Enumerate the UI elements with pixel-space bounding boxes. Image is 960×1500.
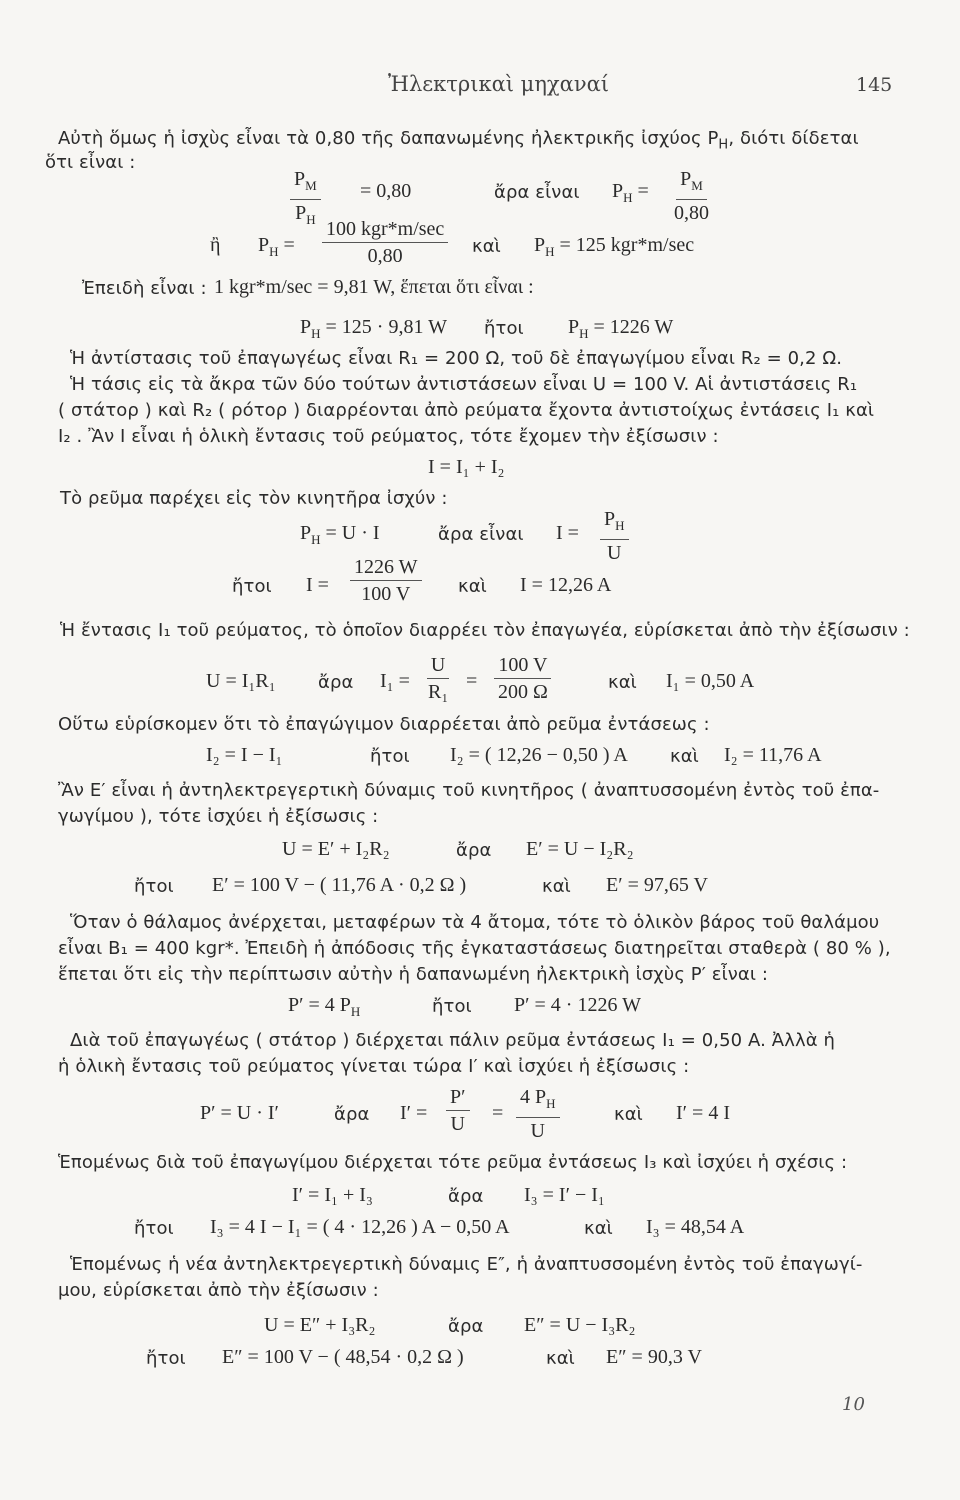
equation: U = E″ + I₃R₂	[264, 1314, 376, 1336]
paragraph-line: Ἡ ἔντασις I₁ τοῦ ρεύματος, τὸ ὁποῖον διαρρέει τὸν ἐπαγωγέα, εὑρίσκεται ἀπὸ τὴν ἐξίσωσιν :	[60, 620, 910, 641]
equation: P′ = 4 $P_H$	[288, 994, 361, 1019]
page-number: 145	[856, 74, 893, 96]
equation: P′ = 4 · 1226 W	[514, 994, 641, 1016]
equation-word: ἤτοι	[134, 876, 174, 897]
equation: E′ = 100 V − ( 11,76 A · 0,2 Ω )	[212, 874, 467, 896]
paragraph-line: I₂ . Ἂν I εἶναι ἡ ὁλικὴ ἔντασις τοῦ ρεύματος, τότε ἔχομεν τὴν ἐξίσωσιν :	[58, 426, 719, 447]
equation: I = 12,26 A	[520, 574, 612, 596]
equation: I₁ = 0,50 A	[666, 670, 755, 692]
equation: I₃ = 48,54 A	[646, 1216, 745, 1238]
equation: $P_H = 1226$ W	[568, 316, 674, 341]
paragraph-line: ἕπεται ὅτι εἰς τὴν περίπτωσιν αὐτὴν ἡ δαπανωμένη ἠλεκτρικὴ ἰσχὺς P′ εἶναι :	[58, 964, 769, 985]
equation: = 0,80	[360, 180, 412, 202]
equation-word: καὶ	[472, 236, 501, 257]
equation: I₃ = 4 I − I₁ = ( 4 · 12,26 ) A − 0,50 A	[210, 1216, 510, 1238]
equation-word: ἤτοι	[134, 1218, 174, 1239]
equation: $P_H$ =	[258, 234, 295, 259]
paragraph-line: ( στάτορ ) καὶ R₂ ( ρότορ ) διαρρέονται ἀπὸ ρεύματα ἔχοντα ἀντιστοίχως ἐντάσεις I₁ καὶ	[58, 400, 875, 421]
equation: E″ = 100 V − ( 48,54 · 0,2 Ω )	[222, 1346, 464, 1368]
running-title: Ἠλεκτρικαὶ μηχαναί	[388, 72, 610, 96]
paragraph-line: Οὕτω εὑρίσκομεν ὅτι τὸ ἐπαγώγιμον διαρρέεται ἀπὸ ρεῦμα ἐντάσεως :	[58, 714, 710, 735]
equation-word: καὶ	[614, 1104, 643, 1125]
equation: =	[492, 1102, 504, 1124]
equation: I₂ = ( 12,26 − 0,50 ) A	[450, 744, 628, 766]
signature-mark: 10	[842, 1394, 865, 1415]
equation-word: ἤτοι	[484, 318, 524, 339]
equation: P′ = U · I′	[200, 1102, 279, 1124]
equation: $P_H = 125$ kgr*m/sec	[534, 234, 695, 259]
equation-word: ἄρα	[448, 1186, 484, 1207]
equation: I₂ = 11,76 A	[724, 744, 822, 766]
paragraph-line: ἡ ὁλικὴ ἔντασις τοῦ ρεύματος γίνεται τώρα I′ καὶ ἰσχύει ἡ ἐξίσωσις :	[58, 1056, 690, 1077]
equation: I′ = 4 I	[676, 1102, 730, 1124]
equation: I =	[556, 522, 579, 544]
equation: 1 kgr*m/sec = 9,81 W, ἕπεται ὅτι εἶναι :	[214, 276, 534, 298]
equation-word: ἤτοι	[432, 996, 472, 1017]
paragraph-line: Διὰ τοῦ ἐπαγωγέως ( στάτορ ) διέρχεται πάλιν ρεῦμα ἐντάσεως I₁ = 0,50 A. Ἀλλὰ ἡ	[70, 1030, 835, 1051]
equation: E″ = U − I₃R₂	[524, 1314, 636, 1336]
equation: E″ = 90,3 V	[606, 1346, 702, 1368]
paragraph-line: Αὐτὴ ὅμως ἡ ἰσχὺς εἶναι τὰ 0,80 τῆς δαπανωμένης ἠλεκτρικῆς ἰσχύος $P_H$, διότι δίδεται	[58, 128, 859, 153]
equation-word: ἤτοι	[370, 746, 410, 767]
paragraph-line: Ἐπειδὴ εἶναι :	[82, 278, 207, 299]
equation: $P_H$ =	[612, 180, 649, 205]
equation: I₂ = I − I₁	[206, 744, 283, 766]
equation-word: ἄρα	[448, 1316, 484, 1337]
equation-word: ἢ	[210, 234, 221, 256]
fraction: $\frac{P_M}{0,80}$	[674, 168, 709, 224]
paragraph-line: Ἑπομένως ἡ νέα ἀντηλεκτρεγερτικὴ δύναμις E″, ἡ ἀναπτυσσομένη ἐντὸς τοῦ ἐπαγωγί-	[70, 1254, 863, 1275]
paragraph-line: εἶναι B₁ = 400 kgr*. Ἐπειδὴ ἡ ἀπόδοσις τῆς ἐγκαταστάσεως διατηρεῖται σταθερὰ ( 80 % ),	[58, 938, 891, 959]
equation-word: καὶ	[458, 576, 487, 597]
paragraph-line: Ἡ ἀντίστασις τοῦ ἐπαγωγέως εἶναι R₁ = 200 Ω, τοῦ δὲ ἐπαγωγίμου εἶναι R₂ = 0,2 Ω.	[70, 348, 843, 369]
equation: I =	[306, 574, 329, 596]
paragraph-line: γωγίμου ), τότε ἰσχύει ἡ ἐξίσωσις :	[58, 806, 379, 827]
equation-word: ἄρα	[456, 840, 492, 861]
paragraph-line: Ἂν E′ εἶναι ἡ ἀντηλεκτρεγερτικὴ δύναμις τοῦ κινητῆρος ( ἀναπτυσσομένη ἐντὸς τοῦ ἐπα-	[58, 780, 880, 801]
equation: I₃ = I′ − I₁	[524, 1184, 605, 1206]
paragraph-line: Τὸ ρεῦμα παρέχει εἰς τὸν κινητῆρα ἰσχύν :	[60, 488, 448, 509]
equation: U = I₁R₁	[206, 670, 276, 692]
equation-word: καὶ	[542, 876, 571, 897]
fraction: 100 kgr*m/sec 0,80	[322, 218, 448, 267]
equation: U = E′ + I₂R₂	[282, 838, 390, 860]
paragraph-line: μου, εὑρίσκεται ἀπὸ τὴν ἐξίσωσιν :	[58, 1280, 379, 1301]
fraction: $\frac{P'}{U}$	[446, 1086, 470, 1135]
fraction: $\frac{P_H}{U}$	[600, 508, 629, 564]
equation-word: καὶ	[546, 1348, 575, 1369]
fraction: $\frac{1226 W}{100 V}$	[350, 556, 422, 605]
equation: I′ =	[400, 1102, 428, 1124]
equation: I = I₁ + I₂	[428, 456, 505, 478]
paragraph-line: Ἡ τάσις εἰς τὰ ἄκρα τῶν δύο τούτων ἀντιστάσεων εἶναι U = 100 V. Αἱ ἀντιστάσεις R₁	[70, 374, 858, 395]
fraction: $\frac{U}{\text{R₁}}$	[428, 654, 449, 703]
paragraph-line: Ἑπομένως διὰ τοῦ ἐπαγωγίμου διέρχεται τότε ρεῦμα ἐντάσεως I₃ καὶ ἰσχύει ἡ σχέσις :	[58, 1152, 848, 1173]
equation: $P_H = 125 \cdot 9,81$ W	[300, 316, 447, 341]
equation-word: καὶ	[584, 1218, 613, 1239]
equation: E′ = U − I₂R₂	[526, 838, 634, 860]
equation-word: καὶ	[608, 672, 637, 693]
equation-word: ἤτοι	[232, 576, 272, 597]
fraction: $\frac{4 P_H}{U}$	[516, 1086, 560, 1142]
equation-word: ἄρα	[318, 672, 354, 693]
equation: I′ = I₁ + I₃	[292, 1184, 373, 1206]
fraction: $\frac{P_M}{P_H}$	[290, 168, 321, 231]
equation-word: ἄρα εἶναι	[438, 524, 524, 545]
equation-word: καὶ	[670, 746, 699, 767]
equation: I₁ =	[380, 670, 410, 692]
equation: $P_H = U \cdot I$	[300, 522, 380, 547]
equation: =	[466, 670, 478, 692]
paragraph-line: Ὅταν ὁ θάλαμος ἀνέρχεται, μεταφέρων τὰ 4 ἄτομα, τότε τὸ ὁλικὸν βάρος τοῦ θαλάμου	[70, 912, 880, 933]
equation-word: ἄρα	[334, 1104, 370, 1125]
equation-word: ἄρα εἶναι	[494, 182, 580, 203]
fraction: $\frac{100 V}{200 \Omega}$	[494, 654, 552, 703]
equation-word: ἤτοι	[146, 1348, 186, 1369]
paragraph-line: ὅτι εἶναι :	[45, 152, 136, 173]
equation: E′ = 97,65 V	[606, 874, 708, 896]
